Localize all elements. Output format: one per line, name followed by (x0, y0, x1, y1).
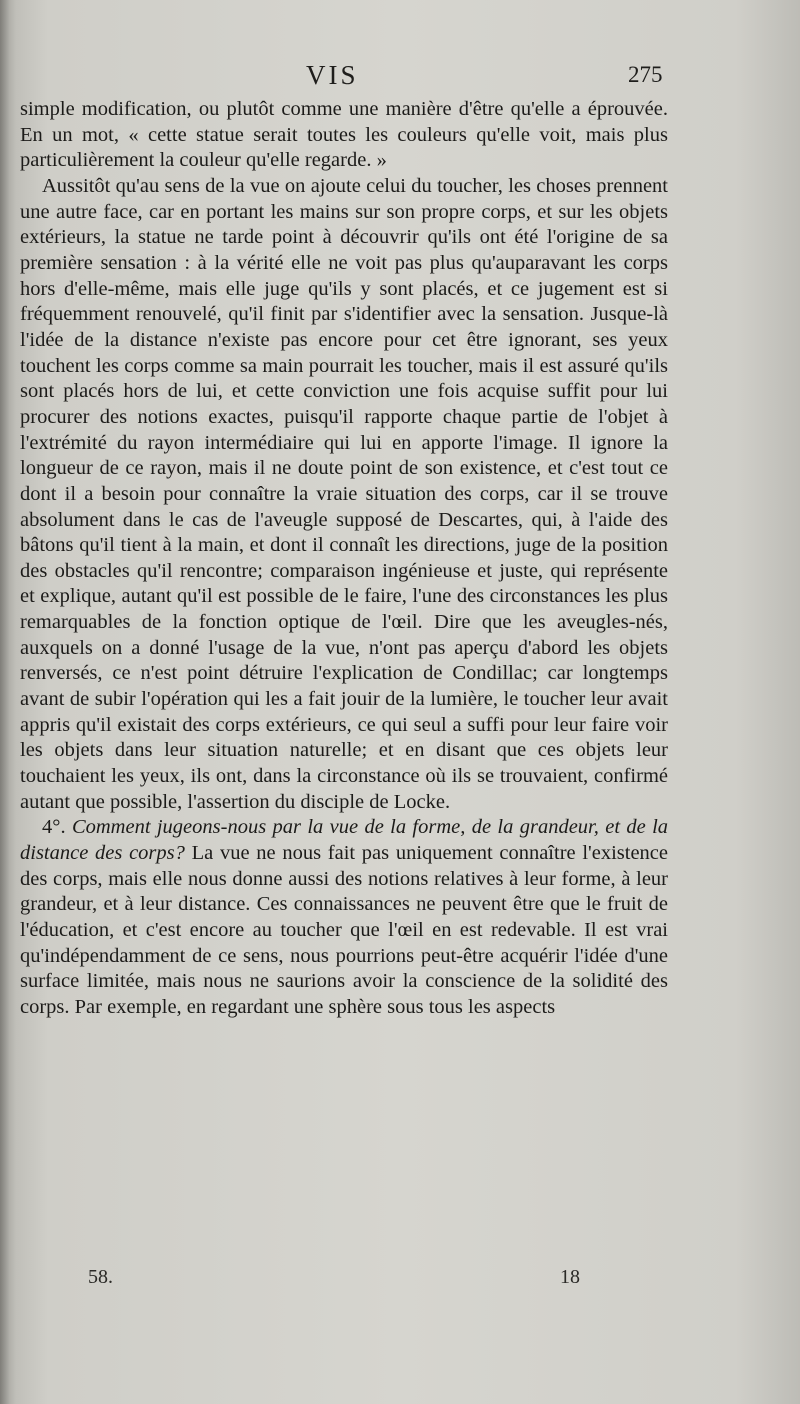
paragraph-2: Aussitôt qu'au sens de la vue on ajoute celui du toucher, les choses prennent une autre face, car en portant les mains sur son propre corps, et sur les objets extérieurs, la statue ne tarde point à découvrir qu'ils ont été l'origine de sa première sensation : à la vérité elle ne voit pas plus qu'auparavant les corps hors d'elle-même, mais elle juge qu'ils y sont placés, et ce jugement est si fréquemment renouvelé, qu'il finit par s'identifier avec la sensation. Jusque-là l'idée de la distance n'existe pas encore pour cet être ignorant, ses yeux touchent les corps comme sa main pourrait les toucher, mais il est assuré qu'ils sont placés hors de lui, et cette conviction une fois acquise suffit pour lui procurer des notions exactes, puisqu'il rapporte chaque partie de l'objet à l'extrémité du rayon intermédiaire qui lui en apporte l'image. Il ignore la longueur de ce rayon, mais il ne doute point de son existence, et c'est tout ce dont il a besoin pour connaître la vraie situation des corps, car il se trouve absolument dans le cas de l'aveugle supposé de Descartes, qui, à l'aide des bâtons qu'il tient à la main, et dont il connaît les directions, juge de la position des obstacles qu'il rencontre; comparaison ingénieuse et juste, qui représente et explique, autant qu'il est possible de le faire, l'une des circonstances les plus remarquables de la fonction optique de l'œil. Dire que les aveugles-nés, auxquels on a donné l'usage de la vue, n'ont pas aperçu d'abord les objets renversés, ce n'est point détruire l'explication de Condillac; car longtemps avant de subir l'opération qui les a fait jouir de la lumière, le toucher leur avait appris qu'il existait des corps extérieurs, ce qui seul a suffi pour leur faire voir les objets dans leur situation naturelle; et en disant que ces objets leur touchaient les yeux, ils ont, dans la circonstance où ils se trouvaient, confirmé autant que possible, l'assertion du disciple de Locke. (20, 174, 668, 813)
running-head (0, 60, 800, 100)
paragraph-1: simple modification, ou plutôt comme une manière d'être qu'elle a éprouvée. En un mot, « cette statue serait toutes les couleurs qu'elle voit, mais plus particulièrement la couleur qu'elle regarde. » (20, 98, 668, 172)
page-gutter-shadow (0, 0, 16, 1404)
page-footer (0, 1266, 800, 1296)
body-text (20, 97, 668, 1021)
paragraph-3 (20, 815, 668, 1020)
running-title: VIS (306, 60, 359, 90)
signature-mark-right: 18 (560, 1266, 580, 1288)
section-number: 4°. (42, 816, 66, 839)
page-number: 275 (628, 62, 663, 87)
section-question: Comment jugeons-nous par la vue de la forme, de la grandeur, et de la distance des corps? (20, 816, 669, 865)
signature-mark-left: 58. (88, 1266, 113, 1288)
paragraph-3-text: La vue ne nous fait pas uniquement connaître l'existence des corps, mais elle nous donne aussi des notions relatives à leur forme, à leur grandeur, et à leur distance. Ces connaissances ne peuvent être que le fruit de l'éducation, et c'est encore au toucher que l'œil en est redevable. Il est vrai qu'indépendamment de ce sens, nous pourrions peut-être acquérir l'idée d'une surface limitée, mais nous ne saurions avoir la conscience de la solidité des corps. Par exemple, en regardant une sphère sous tous les aspects (20, 842, 668, 1018)
